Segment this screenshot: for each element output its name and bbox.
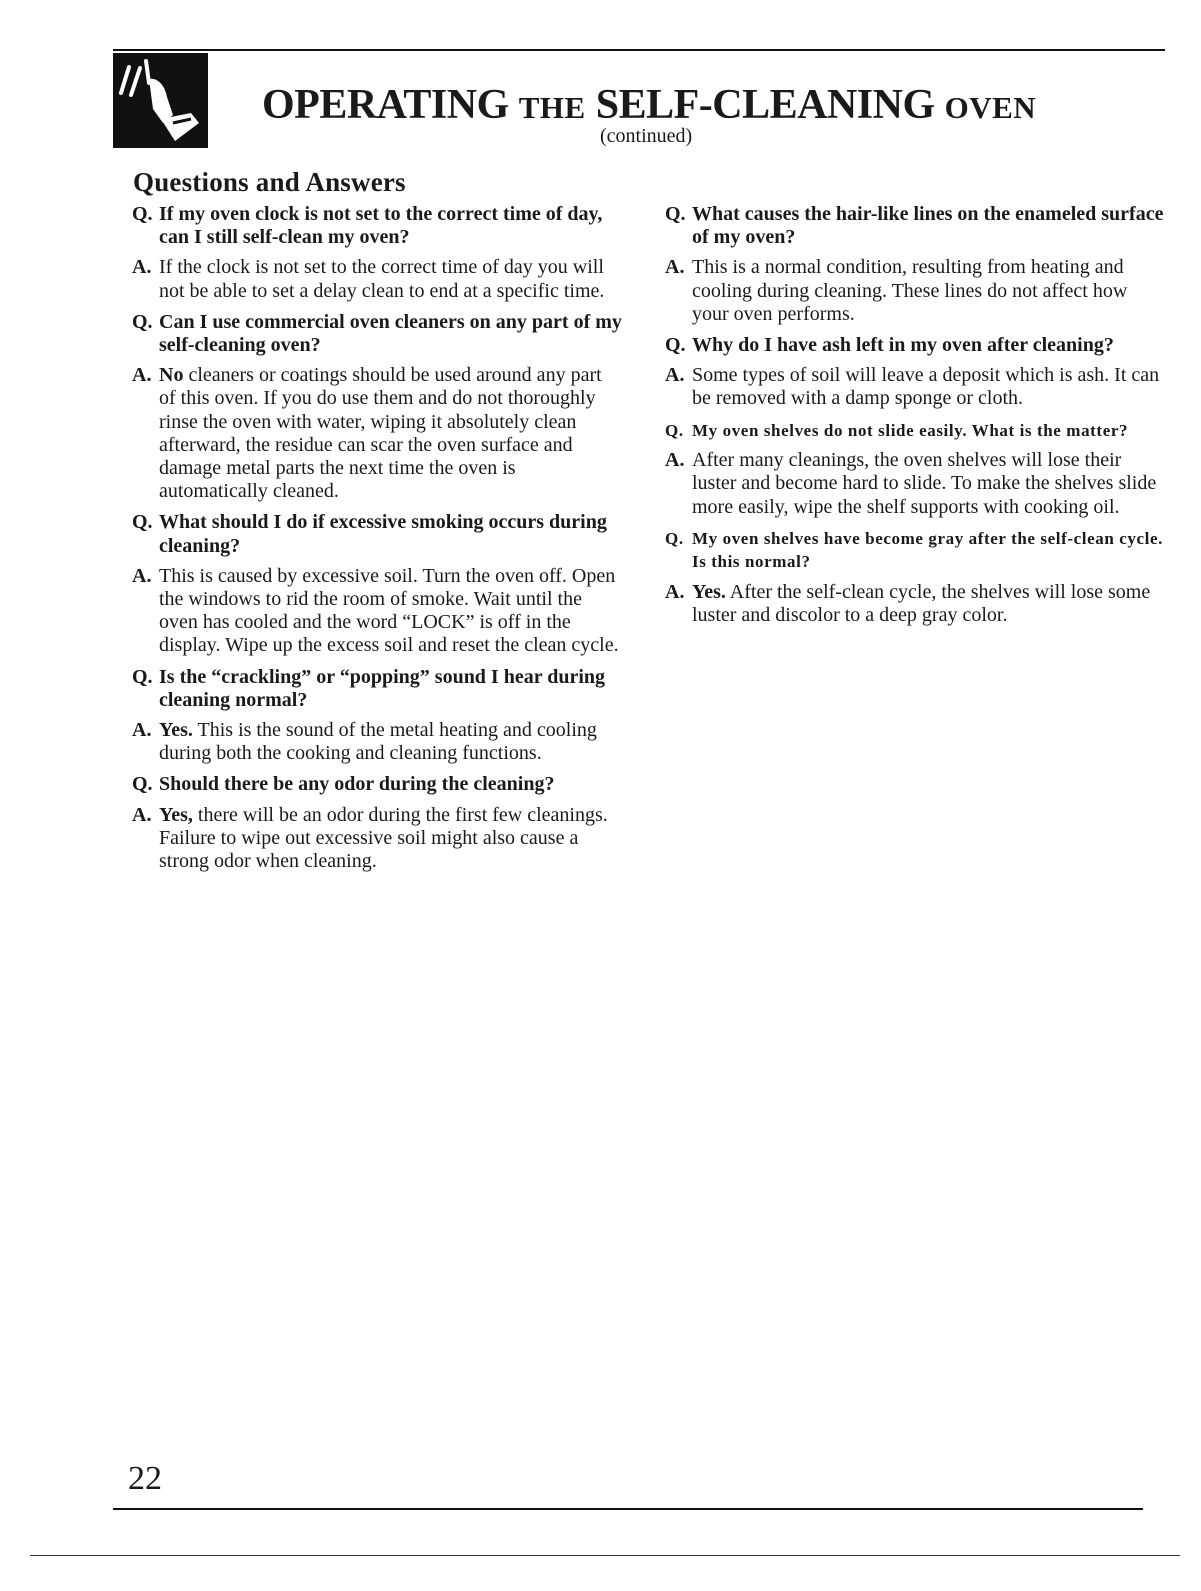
bottom-rule bbox=[113, 1508, 1143, 1510]
page-subtitle: (continued) bbox=[600, 125, 693, 147]
question-text: Can I use commercial oven cleaners on any part of my self-cleaning oven? bbox=[159, 310, 622, 357]
answer-text: This is caused by excessive soil. Turn the oven off. Open the windows to rid the room of smoke. Wait until the oven has cooled and the word “LOCK” is off in the display. Wipe up the excess soil and reset the clean cycle. bbox=[159, 564, 619, 657]
answer-prefix: A. bbox=[665, 256, 685, 279]
answer bbox=[665, 581, 1165, 627]
answer bbox=[665, 256, 1165, 326]
qa-item bbox=[132, 311, 622, 504]
qa-item bbox=[665, 334, 1165, 411]
answer-lead: Yes, bbox=[159, 803, 193, 826]
self-clean-hand-icon bbox=[113, 53, 208, 148]
question-prefix: Q. bbox=[132, 665, 153, 688]
question bbox=[132, 203, 622, 249]
question-text: My oven shelves have become gray after the self-clean cycle. Is this normal? bbox=[692, 528, 1163, 572]
answer bbox=[665, 449, 1165, 519]
answer-prefix: A. bbox=[132, 719, 152, 742]
question bbox=[665, 527, 1165, 574]
answer-text: After many cleanings, the oven shelves will lose their luster and become hard to slide. To make the shelves slide more easily, wipe the shelf supports with cooking oil. bbox=[692, 449, 1157, 518]
answer-prefix: A. bbox=[665, 580, 685, 603]
qa-item bbox=[132, 511, 622, 657]
answer-lead: Yes. bbox=[692, 580, 726, 603]
answer-text: After the self-clean cycle, the shelves will lose some luster and discolor to a deep gray color. bbox=[692, 580, 1151, 626]
answer bbox=[132, 804, 622, 874]
answer bbox=[132, 565, 622, 658]
page-number: 22 bbox=[128, 1460, 162, 1497]
answer-text: This is the sound of the metal heating and cooling during both the cooking and cleaning functions. bbox=[159, 719, 597, 765]
qa-item bbox=[132, 773, 622, 873]
answer-prefix: A. bbox=[132, 364, 152, 387]
answer-text: This is a normal condition, resulting from heating and cooling during cleaning. These lines do not affect how your oven performs. bbox=[692, 256, 1128, 325]
qa-item bbox=[665, 527, 1165, 627]
answer-prefix: A. bbox=[665, 364, 685, 387]
question bbox=[132, 773, 622, 796]
question-prefix: Q. bbox=[132, 511, 153, 534]
question-prefix: Q. bbox=[665, 334, 686, 357]
section-heading: Questions and Answers bbox=[133, 167, 406, 197]
question bbox=[132, 666, 622, 712]
right-column bbox=[665, 203, 1165, 635]
question-text: Is the “crackling” or “popping” sound I hear during cleaning normal? bbox=[159, 665, 606, 711]
answer-text: there will be an odor during the first few cleanings. Failure to wipe out excessive soil might also cause a strong odor when cleaning. bbox=[159, 803, 608, 873]
question-prefix: Q. bbox=[132, 773, 153, 796]
question-text: What should I do if excessive smoking occurs during cleaning? bbox=[159, 511, 607, 557]
page-edge-rule bbox=[30, 1555, 1180, 1556]
question-prefix: Q. bbox=[132, 203, 153, 225]
answer-text: cleaners or coatings should be used around any part of this oven. If you do use them and do not thoroughly rinse the oven with water, wiping it absolutely clean afterward, the residue can scar the oven surface and damage metal parts the next time the oven is automatically cleaned. bbox=[159, 364, 602, 503]
answer bbox=[132, 719, 622, 765]
answer-prefix: A. bbox=[132, 256, 152, 279]
title-word-operating: OPERATING bbox=[262, 82, 509, 128]
title-word-self-cleaning: SELF-CLEANING bbox=[595, 82, 935, 128]
question bbox=[132, 311, 622, 357]
qa-item bbox=[132, 203, 622, 303]
qa-item bbox=[132, 666, 622, 766]
question-text: My oven shelves do not slide easily. What is the matter? bbox=[692, 420, 1129, 440]
left-column bbox=[132, 203, 622, 881]
question-text: Should there be any odor during the cleaning? bbox=[159, 773, 555, 796]
answer bbox=[132, 364, 622, 503]
question bbox=[665, 203, 1165, 249]
answer-lead: No bbox=[159, 364, 184, 387]
answer bbox=[665, 364, 1165, 410]
question-prefix: Q. bbox=[665, 420, 684, 440]
qa-item bbox=[665, 419, 1165, 519]
question bbox=[665, 334, 1165, 357]
answer-prefix: A. bbox=[665, 449, 685, 472]
answer-lead: Yes. bbox=[159, 719, 193, 742]
answer-prefix: A. bbox=[132, 564, 152, 587]
question-text: Why do I have ash left in my oven after cleaning? bbox=[692, 334, 1114, 357]
question-prefix: Q. bbox=[665, 528, 684, 548]
question-text: What causes the hair-like lines on the enameled surface of my oven? bbox=[692, 203, 1164, 249]
answer-text: If the clock is not set to the correct time of day you will not be able to set a delay clean to end at a specific time. bbox=[159, 256, 605, 302]
qa-item bbox=[665, 203, 1165, 326]
top-rule bbox=[113, 49, 1165, 51]
answer bbox=[132, 256, 622, 302]
question-prefix: Q. bbox=[665, 203, 686, 225]
question-prefix: Q. bbox=[132, 310, 153, 333]
title-word-oven: OVEN bbox=[944, 90, 1037, 125]
answer-text: Some types of soil will leave a deposit which is ash. It can be removed with a damp sponge or cloth. bbox=[692, 364, 1160, 410]
question bbox=[132, 511, 622, 557]
question-text: If my oven clock is not set to the correct time of day, can I still self-clean my oven? bbox=[159, 203, 603, 249]
answer-prefix: A. bbox=[132, 803, 152, 826]
question bbox=[665, 419, 1165, 443]
title-word-the: THE bbox=[518, 90, 586, 125]
